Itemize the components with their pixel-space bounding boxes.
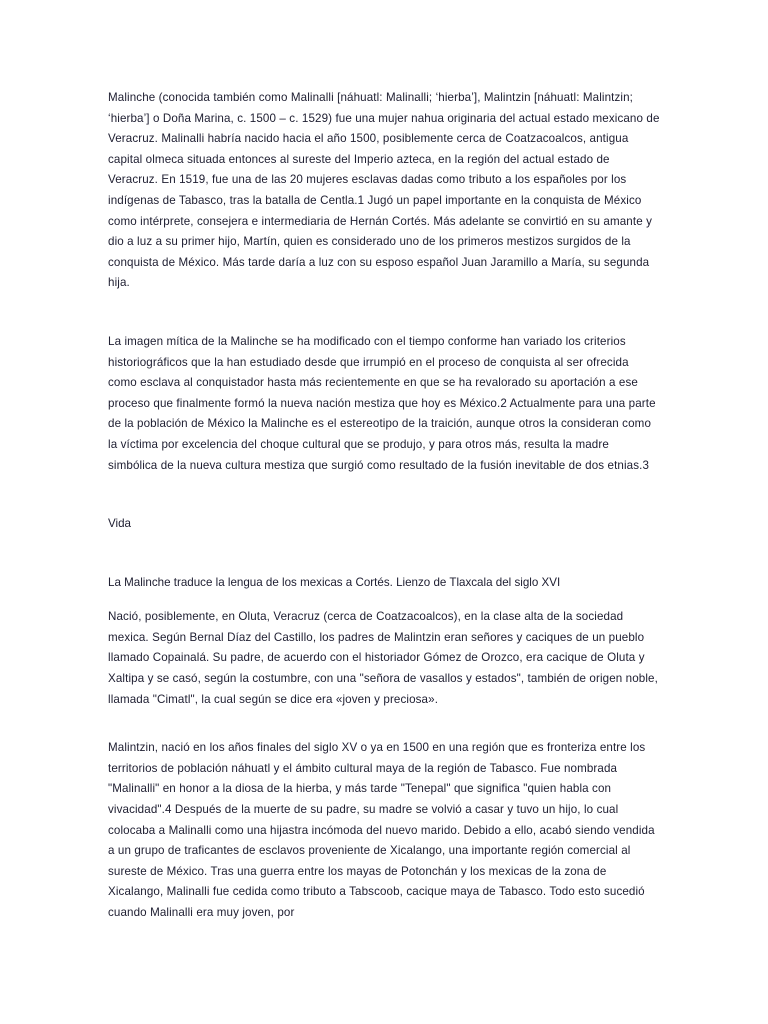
spacer	[108, 294, 660, 332]
section-heading-vida: Vida	[108, 517, 131, 531]
paragraph-mythic-image: La imagen mítica de la Malinche se ha modificado con el tiempo conforme han variado los criterios historiográficos que la han estudiado desde que irrumpió en el proceso de conquista al ser ofrecida como esclava al conquistador hasta más recientemente en que se ha revalorado su aportación a ese proceso que finalmente formó la nueva nación mestiza que hoy es México.2 Actualmente para una parte de la población de México la Malinche es el estereotipo de la traición, aunque otros la consideran como la víctima por excelencia del choque cultural que se produjo, y para otros más, resulta la madre simbólica de la nueva cultura mestiza que surgió como resultado de la fusión inevitable de dos etnias.3	[108, 334, 656, 472]
image-caption: La Malinche traduce la lengua de los mexicas a Cortés. Lienzo de Tlaxcala del siglo XVI	[108, 575, 561, 589]
document-body	[108, 88, 660, 924]
paragraph-childhood: Malintzin, nació en los años finales del siglo XV o ya en 1500 en una región que es fronteriza entre los territorios de población náhuatl y el ámbito cultural maya de la región de Tabasco. Fue nombrada "Malinalli" en honor a la diosa de la hierba, y más tarde "Tenepal" que significa "quien habla con vivacidad".4 Después de la muerte de su padre, su madre se volvió a casar y tuvo un hijo, lo cual colocaba a Malinalli como una hijastra incómoda del nuevo marido. Debido a ello, acabó siendo vendida a un grupo de traficantes de esclavos proveniente de Xicalango, una importante región comercial al sureste de México. Tras una guerra entre los mayas de Potonchán y los mexicas de la zona de Xicalango, Malinalli fue cedida como tributo a Tabscoob, cacique maya de Tabasco. Todo esto sucedió cuando Malinalli era muy joven, por	[108, 741, 655, 919]
paragraph-intro: Malinche (conocida también como Malinalli [náhuatl: Malinalli; ‘hierba’], Malintzin [náhuatl: Malintzin; ‘hierba’] o Doña Marina, c. 1500 – c. 1529) fue una mujer nahua originaria del actual estado mexicano de Veracruz. Malinalli habría nacido hacia el año 1500, posiblemente cerca de Coatzacoalcos, antigua capital olmeca situada entonces al sureste del Imperio azteca, en la región del actual estado de Veracruz. En 1519, fue una de las 20 mujeres esclavas dadas como tributo a los españoles por los indígenas de Tabasco, tras la batalla de Centla.1 Jugó un papel importante en la conquista de México como intérprete, consejera e intermediaria de Hernán Cortés. Más adelante se convirtió en su amante y dio a luz a su primer hijo, Martín, quien es considerado uno de los primeros mestizos surgidos de la conquista de México. Más tarde daría a luz con su esposo español Juan Jaramillo a María, su segunda hija.	[108, 91, 660, 290]
spacer	[108, 476, 660, 514]
spacer	[108, 535, 660, 573]
spacer	[108, 710, 660, 738]
spacer	[108, 593, 660, 607]
paragraph-birth: Nació, posiblemente, en Oluta, Veracruz (cerca de Coatzacoalcos), en la clase alta de la sociedad mexica. Según Bernal Díaz del Castillo, los padres de Malintzin eran señores y caciques de un pueblo llamado Copainalá. Su padre, de acuerdo con el historiador Gómez de Orozco, era cacique de Oluta y Xaltipa y se casó, según la costumbre, con una "señora de vasallos y estados", también de origen noble, llamada "Cimatl", la cual según se dice era «joven y preciosa».	[108, 610, 658, 706]
